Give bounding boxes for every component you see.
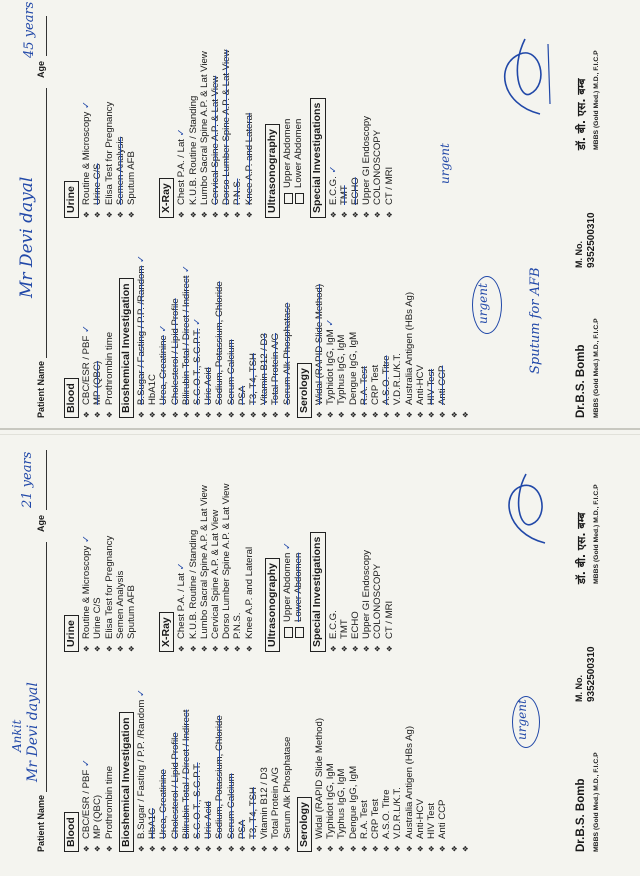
test-aso: ❖ A.S.O. Titre	[381, 662, 392, 852]
section-urine: Urine	[64, 615, 79, 652]
test-knee: ❖ Knee A.P. and Lateral	[244, 452, 255, 652]
page-fold-shadow	[0, 434, 640, 435]
test-sgot: ❖ S.G.O.T., S.G.P.T.	[192, 662, 203, 852]
doctor-degree: MBBS (Gold Med.) M.D., F.I.C.P	[593, 752, 600, 852]
section-urine: Urine	[64, 181, 79, 218]
test-ra: ❖ R.A. Test	[359, 662, 370, 852]
section-xray: X-Ray	[159, 612, 174, 652]
test-vitamin: ❖ Vitamin B12 / D3	[259, 228, 270, 418]
section-biochem: Bioshemical Investigation	[119, 712, 134, 852]
test-calcium: ❖ Serum Calcium	[226, 662, 237, 852]
age-line	[46, 450, 47, 510]
test-chest-pa: ❖ Chest P.A. / Lat ✓	[176, 452, 187, 652]
column-right	[60, 452, 395, 652]
test-endoscopy: ❖ Upper GI Endoscopy	[361, 452, 372, 652]
test-anti-ccp: ❖ Anti CCP	[437, 228, 448, 418]
test-bsugar: ❖ B.Sugar / Fasting / P.P. /Random ✓	[136, 662, 147, 852]
doctor-degree: MBBS (Gold Med.) M.D., F.I.C.P	[593, 318, 600, 418]
test-alk-phos: ❖ Serum Alk Phosphatase	[282, 662, 293, 852]
test-cbc: ❖ CBC/ESR / PBF ✓	[81, 228, 92, 418]
patient-name-handwritten-2: Mr Devi dayal	[25, 682, 41, 782]
test-ecg: ❖ E.C.G.	[328, 452, 339, 652]
test-urine-routine: ❖ Routine & Microscopy ✓	[81, 452, 92, 652]
section-usg: Ultrasonography	[265, 124, 280, 218]
test-kub: ❖ K.U.B. Routine / Standing	[188, 452, 199, 652]
test-upper-abdomen: Upper Abdomen	[282, 18, 293, 218]
test-dengue: ❖ Dengue IgG, IgM	[348, 228, 359, 418]
lab-slip-bottom	[10, 438, 620, 858]
test-widal: ❖ Widal (RAPID Slide Method)	[314, 662, 325, 852]
blank-item	[460, 228, 471, 418]
test-chest-pa: ❖ Chest P.A. / Lat ✓	[176, 18, 187, 218]
test-urine-cs: ❖ Urine C/S	[92, 452, 103, 652]
test-typhidot: ❖ Typhidot IgG, IgM	[325, 662, 336, 852]
test-australia: ❖ Australia Antigen (HBs Ag)	[404, 662, 415, 852]
test-thyroid: ❖ T3, T4, TSH	[248, 662, 259, 852]
section-xray: X-Ray	[159, 178, 174, 218]
test-urine-cs: ❖ Urine C/S	[92, 18, 103, 218]
test-sgot: ❖ S.G.O.T., S.G.P.T. ✓	[192, 228, 203, 418]
doctor-name-hindi: डॉ. बी. एस. बम्ब	[575, 78, 588, 150]
test-tmt: ❖ TMT	[339, 452, 350, 652]
test-alk-phos: ❖ Serum Alk Phosphatase	[282, 228, 293, 418]
section-biochem: Bioshemical Investigation	[119, 278, 134, 418]
mobile-label: M. No.	[574, 675, 584, 702]
test-typhidot: ❖ Typhidot IgG, IgM ✓	[325, 228, 336, 418]
test-cholesterol: ❖ Cholesterol / Lipid Profile	[170, 662, 181, 852]
lab-slip-top	[17, 1, 620, 424]
test-sodium: ❖ Sodium, Potassium, Chloride	[214, 662, 225, 852]
footer	[558, 448, 614, 852]
test-vdrl: ❖ V.D.R.L/K.T.	[392, 662, 403, 852]
test-urine-routine: ❖ Routine & Microscopy ✓	[81, 18, 92, 218]
test-bsugar: ❖ B.Sugar / Fasting / P.P. /Random ✓	[136, 228, 147, 418]
column-left	[60, 228, 471, 418]
mobile-number: 9352500310	[586, 212, 597, 268]
page-fold	[0, 428, 640, 430]
test-cholesterol: ❖ Cholesterol / Lipid Profile	[170, 228, 181, 418]
column-right	[60, 18, 395, 218]
test-colonoscopy: ❖ COLONOSCOPY	[372, 18, 383, 218]
test-knee: ❖ Knee A.P. and Lateral	[244, 18, 255, 218]
patient-header	[17, 1, 48, 418]
age-handwritten: 45 years	[22, 1, 37, 58]
doctor-degree-hindi: MBBS (Gold Med.) M.D., F.I.C.P	[593, 50, 600, 150]
test-aso: ❖ A.S.O. Titre	[381, 228, 392, 418]
patient-name-label: Patient Name	[36, 360, 46, 418]
age-label: Age	[36, 60, 46, 78]
test-lumbo: ❖ Lumbo Sacral Spine A.P. & Lat View	[199, 18, 210, 218]
test-australia: ❖ Australia Antigen (HBs Ag)	[404, 228, 415, 418]
test-uric-acid: ❖ Uric Acid	[203, 228, 214, 418]
doctor-degree-hindi: MBBS (Gold Med.) M.D., F.I.C.P	[593, 484, 600, 584]
test-dengue: ❖ Dengue IgG, IgM	[348, 662, 359, 852]
test-anti-ccp: ❖ Anti CCP	[437, 662, 448, 852]
age-line	[46, 16, 47, 56]
footer	[558, 14, 614, 418]
test-sputum: ❖ Sputum AFB	[126, 452, 137, 652]
test-endoscopy: ❖ Upper GI Endoscopy	[361, 18, 372, 218]
test-typhus: ❖ Typhus IgG, IgM	[336, 228, 347, 418]
test-semen: ❖ Semen Analysis	[115, 452, 126, 652]
test-lower-abdomen: Lower Abdomen	[293, 18, 304, 218]
blank-item	[449, 228, 460, 418]
test-psa: ❖ PSA	[237, 228, 248, 418]
test-semen: ❖ Semen Analysis	[115, 18, 126, 218]
test-prothrombin: ❖ Prothrombin time	[104, 228, 115, 418]
test-upper-abdomen: Upper Abdomen ✓	[282, 452, 293, 652]
test-prothrombin: ❖ Prothrombin time	[104, 662, 115, 852]
test-cbc: ❖ CBC/ESR / PBF ✓	[81, 662, 92, 852]
urgent-stamp-text: urgent	[515, 699, 529, 740]
test-urea: ❖ Urea, Creatinine ✓	[158, 228, 169, 418]
doctor-name: Dr.B.S. Bomb	[575, 778, 587, 852]
patient-name-handwritten-1: Ankit	[10, 719, 24, 752]
test-total-protein: ❖ Total Protein A/G	[270, 228, 281, 418]
test-calcium: ❖ Serum Calcium	[226, 228, 237, 418]
doctor-name-hindi: डॉ. बी. एस. बम्ब	[575, 512, 588, 584]
test-thyroid: ❖ T3, T4, TSH	[248, 228, 259, 418]
test-ct-mri: ❖ CT / MRI	[384, 18, 395, 218]
test-dorso: ❖ Dorso Lumber Spine A.P. & Lat View	[221, 18, 232, 218]
doctor-signature	[490, 468, 560, 558]
column-left	[60, 662, 471, 852]
doctor-name: Dr.B.S. Bomb	[575, 344, 587, 418]
test-urea: ❖ Urea, Creatinine	[158, 662, 169, 852]
test-hiv: ❖ HIV Test	[426, 228, 437, 418]
test-bilirubin: ❖ Bilirubin Total / Direct / Indirect ✓	[181, 228, 192, 418]
test-hba1c: ❖ HbA1C	[147, 228, 158, 418]
test-lower-abdomen: Lower Abdomen	[293, 452, 304, 652]
test-vdrl: ❖ V.D.R.L/K.T.	[392, 228, 403, 418]
test-psa: ❖ PSA	[237, 662, 248, 852]
test-crp: ❖ CRP Test	[370, 662, 381, 852]
test-echo: ❖ ECHO	[350, 18, 361, 218]
test-elisa: ❖ Elisa Test for Pregnancy	[104, 18, 115, 218]
section-usg: Ultrasonography	[265, 558, 280, 652]
test-mp: ❖ MP (QBC)	[92, 662, 103, 852]
usg-note: urgent	[438, 143, 452, 184]
test-pns: ❖ P.N.S.	[232, 452, 243, 652]
patient-name-handwritten: Mr Devi dayal	[17, 176, 37, 298]
blank-item	[460, 662, 471, 852]
test-ct-mri: ❖ CT / MRI	[384, 452, 395, 652]
age-label: Age	[36, 514, 46, 532]
test-pns: ❖ P.N.S.	[232, 18, 243, 218]
test-sputum: ❖ Sputum AFB	[126, 18, 137, 218]
test-colonoscopy: ❖ COLONOSCOPY	[372, 452, 383, 652]
section-serology: Serology	[297, 797, 312, 852]
mobile-number: 9352500310	[586, 646, 597, 702]
mobile-label: M. No.	[574, 241, 584, 268]
test-widal: ❖ Widal (RAPID Slide Method)	[314, 228, 325, 418]
test-ra: ❖ R.A. Test	[359, 228, 370, 418]
test-vitamin: ❖ Vitamin B12 / D3	[259, 662, 270, 852]
urgent-stamp-text: urgent	[476, 283, 490, 324]
test-kub: ❖ K.U.B. Routine / Standing	[188, 18, 199, 218]
test-echo: ❖ ECHO	[350, 452, 361, 652]
test-typhus: ❖ Typhus IgG, IgM	[336, 662, 347, 852]
test-anti-hcv: ❖ Anti-HCV	[415, 228, 426, 418]
test-mp: ❖ MP (QBC)	[92, 228, 103, 418]
test-dorso: ❖ Dorso Lumber Spine A.P. & Lat View	[221, 452, 232, 652]
test-hba1c: ❖ HbA1C	[147, 662, 158, 852]
test-total-protein: ❖ Total Protein A/G	[270, 662, 281, 852]
patient-header	[10, 448, 48, 852]
section-serology: Serology	[297, 363, 312, 418]
section-special: Special Investigations	[310, 98, 325, 218]
test-uric-acid: ❖ Uric Acid	[203, 662, 214, 852]
test-ecg: ❖ E.C.G. ✓	[328, 18, 339, 218]
test-cervical: ❖ Cervical Spine A.P. & Lat View	[210, 18, 221, 218]
doctor-signature	[490, 34, 560, 124]
test-sodium: ❖ Sodium, Potassium, Chloride	[214, 228, 225, 418]
patient-name-line	[46, 88, 47, 358]
test-hiv: ❖ HIV Test	[426, 662, 437, 852]
test-lumbo: ❖ Lumbo Sacral Spine A.P. & Lat View	[199, 452, 210, 652]
test-tmt: ❖ TMT	[339, 18, 350, 218]
patient-name-label: Patient Name	[36, 794, 46, 852]
patient-name-line	[46, 542, 47, 792]
section-blood: Blood	[64, 378, 79, 418]
test-bilirubin: ❖ Bilirubin Total / Direct / Indirect	[181, 662, 192, 852]
blank-item	[449, 662, 460, 852]
test-cervical: ❖ Cervical Spine A.P. & Lat View	[210, 452, 221, 652]
section-special: Special Investigations	[310, 532, 325, 652]
test-elisa: ❖ Elisa Test for Pregnancy	[104, 452, 115, 652]
sputum-note: Sputum for AFB	[528, 267, 543, 374]
age-handwritten: 21 years	[20, 451, 35, 508]
test-crp: ❖ CRP Test	[370, 228, 381, 418]
test-anti-hcv: ❖ Anti-HCV	[415, 662, 426, 852]
section-blood: Blood	[64, 812, 79, 852]
